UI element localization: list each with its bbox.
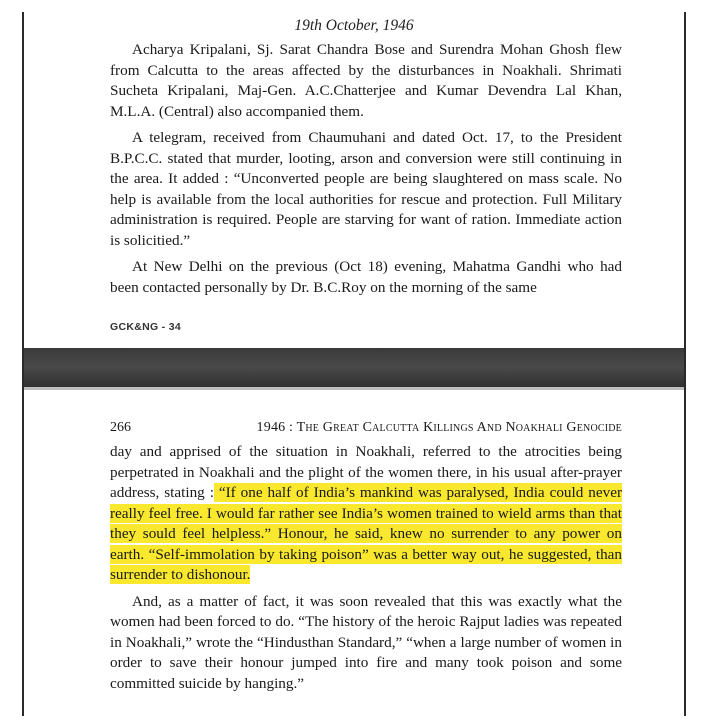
running-title: 1946 : The Great Calcutta Killings And Noakhali Genocide <box>256 420 622 435</box>
paragraph-rajput-history: And, as a matter of fact, it was soon revealed that this was exactly what the women had been forced to do. “The history of the heroic Rajput ladies was repeated in Noakhali,” wrote the “Hindusthan Standard,” “when a large number of women in order to save their honour jumped into fire and many took poison and some committed suicide by hanging.” <box>110 592 622 692</box>
paragraph-leaders-flight: Acharya Kripalani, Sj. Sarat Chandra Bose and Surendra Mohan Ghosh flew from Calcutta to the areas affected by the disturbances in Noakhali. Shrimati Sucheta Kripalani, Maj-Gen. A.C.Chatterjee and Kumar Devendra Lal Khan, M.L.A. (Central) also accompanied them. <box>110 41 622 120</box>
paragraph-gandhi-contact: At New Delhi on the previous (Oct 18) evening, Mahatma Gandhi who had been contacted personally by Dr. B.C.Roy on the morning of the same <box>110 258 622 296</box>
page-266-body <box>110 442 622 700</box>
date-heading: 19th October, 1946 <box>294 17 414 34</box>
document-viewer <box>22 12 686 716</box>
page-34-body <box>110 40 622 304</box>
highlighted-quote[interactable]: “If one half of India’s mankind was paralysed, India could never really feel free. I would far rather see India’s women trained to wield arms than that they sould feel helpless.” Honour, he said, knew no surrender to any power on earth. “Self-immolation by taking poison” was a better way out, he suggested, than surrender to dishonour. <box>110 484 622 583</box>
page-footer-code: GCK&NG - 34 <box>110 321 181 333</box>
paragraph-telegram: A telegram, received from Chaumuhani and dated Oct. 17, to the President B.P.C.C. stated that murder, looting, arson and conversion were still continuing in the area. It added : “Unconverted people are being slaughtered on mass scale. No help is available from the local authorities for rescue and protection. Full Military administration is required. People are starving for want of ration. Immediate action is solicitied.” <box>110 129 622 249</box>
paragraph-gandhi-address-text: day and apprised of the situation in Noakhali, referred to the atrocities being perpetrated in Noakhali and the plight of the women there, in his usual after-prayer address, stating : <box>110 443 622 501</box>
page-number: 266 <box>110 420 131 435</box>
page-34 <box>24 12 684 348</box>
page-266 <box>24 390 684 716</box>
page-separator <box>24 348 684 390</box>
paragraph-gandhi-address <box>110 442 622 586</box>
